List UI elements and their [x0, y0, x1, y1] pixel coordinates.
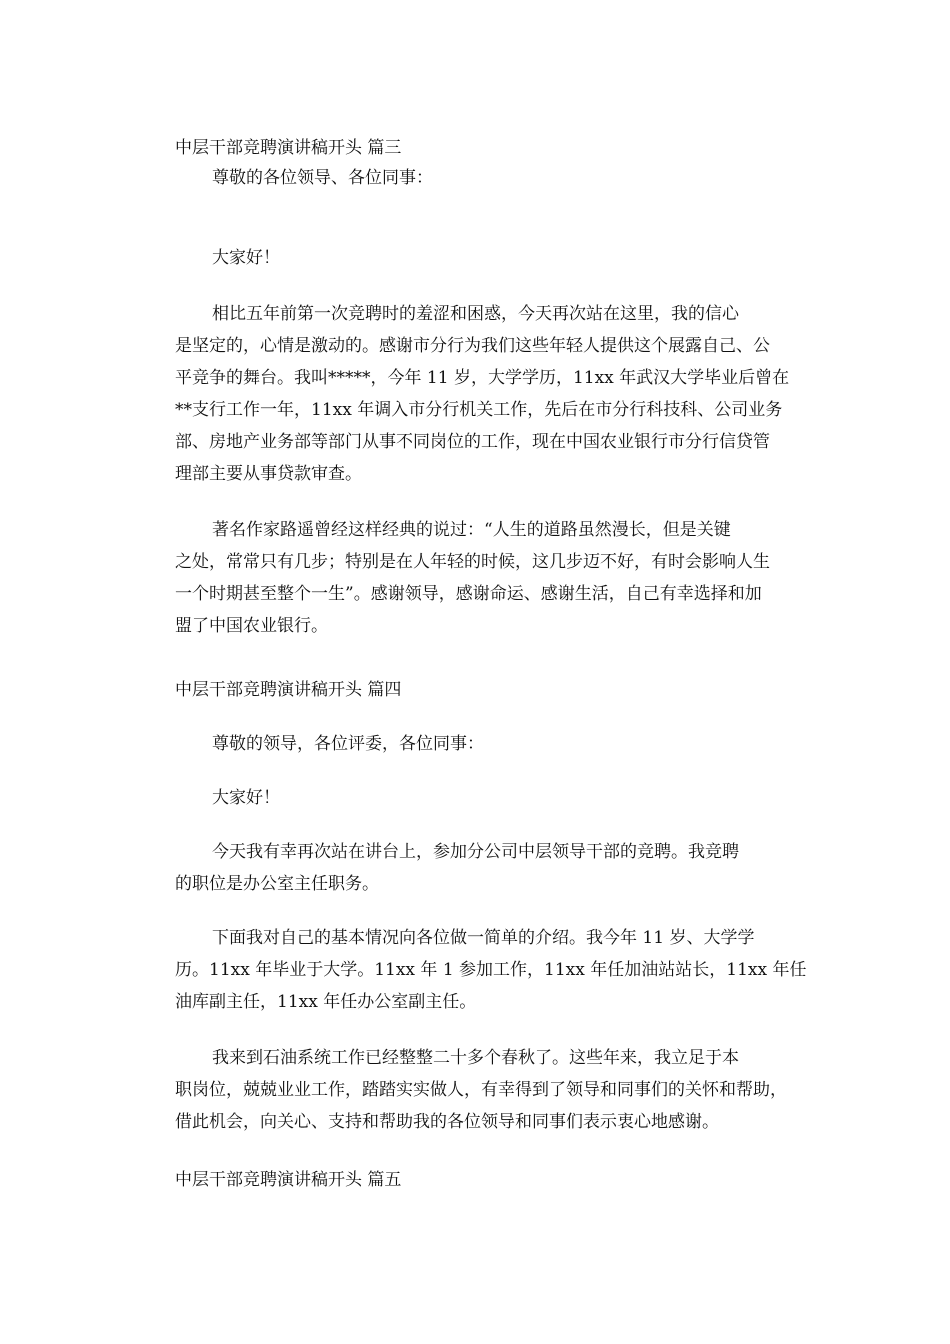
salutation-4: 尊敬的领导，各位评委，各位同事： [212, 734, 484, 754]
paragraph-line: **支行工作一年，11xx 年调入市分行机关工作，先后在市分行科技科、公司业务 [175, 400, 783, 420]
paragraph-line: 油库副主任，11xx 年任办公室副主任。 [175, 992, 477, 1012]
paragraph-line: 相比五年前第一次竞聘时的羞涩和困惑，今天再次站在这里，我的信心 [212, 304, 739, 324]
paragraph-line: 著名作家路遥曾经这样经典的说过：“人生的道路虽然漫长，但是关键 [212, 520, 731, 540]
greeting-4: 大家好！ [212, 788, 280, 808]
paragraph-line: 盟了中国农业银行。 [175, 616, 328, 636]
paragraph-line: 是坚定的，心情是激动的。感谢市分行为我们这些年轻人提供这个展露自己、公 [175, 336, 770, 356]
paragraph-line: 我来到石油系统工作已经整整二十多个春秋了。这些年来，我立足于本 [212, 1048, 739, 1068]
paragraph-line: 一个时期甚至整个一生”。感谢领导，感谢命运、感谢生活，自己有幸选择和加 [175, 584, 762, 604]
greeting-3: 大家好！ [212, 248, 280, 268]
paragraph-line: 历。11xx 年毕业于大学。11xx 年 1 参加工作，11xx 年任加油站站长，11xx 年任 [175, 960, 807, 980]
paragraph-line: 的职位是办公室主任职务。 [175, 874, 379, 894]
paragraph-line: 平竞争的舞台。我叫*****，今年 11 岁，大学学历，11xx 年武汉大学毕业后曾在 [175, 368, 790, 388]
paragraph-line: 之处，常常只有几步；特别是在人年轻的时候，这几步迈不好，有时会影响人生 [175, 552, 770, 572]
paragraph-line: 下面我对自己的基本情况向各位做一简单的介绍。我今年 11 岁、大学学 [212, 928, 755, 948]
salutation-3: 尊敬的各位领导、各位同事： [212, 168, 433, 188]
section-heading-4: 中层干部竞聘演讲稿开头 篇四 [175, 680, 402, 700]
section-heading-3: 中层干部竞聘演讲稿开头 篇三 [175, 138, 402, 158]
section-heading-5: 中层干部竞聘演讲稿开头 篇五 [175, 1170, 402, 1190]
paragraph-line: 借此机会，向关心、支持和帮助我的各位领导和同事们表示衷心地感谢。 [175, 1112, 719, 1132]
paragraph-line: 理部主要从事贷款审查。 [175, 464, 362, 484]
paragraph-line: 今天我有幸再次站在讲台上，参加分公司中层领导干部的竞聘。我竞聘 [212, 842, 739, 862]
paragraph-line: 职岗位，兢兢业业工作，踏踏实实做人，有幸得到了领导和同事们的关怀和帮助， [175, 1080, 787, 1100]
paragraph-line: 部、房地产业务部等部门从事不同岗位的工作，现在中国农业银行市分行信贷管 [175, 432, 770, 452]
